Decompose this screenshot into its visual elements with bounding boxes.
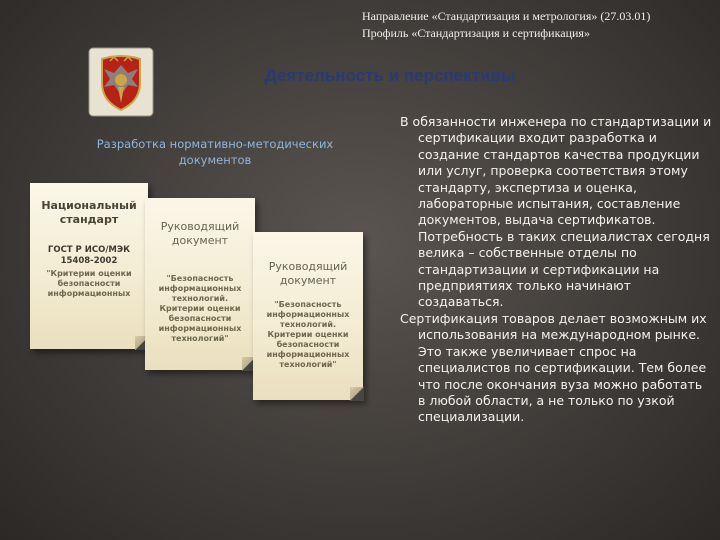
doc-code-line: 15408-2002 <box>60 256 118 266</box>
document-guidance-1 <box>145 198 255 370</box>
doc-body-line: информационных <box>158 324 242 333</box>
emblem-crest-icon <box>88 47 154 117</box>
doc-body-line: безопасности <box>57 279 121 288</box>
doc-body-line: информационных <box>47 289 131 298</box>
doc-title-line: Руководящий <box>268 260 348 273</box>
doc-body-line: информационных <box>158 284 242 293</box>
doc-title-line: документ <box>171 234 229 247</box>
doc-code-line: ГОСТ Р ИСО/МЭК <box>47 245 131 255</box>
duties-text-block <box>390 114 712 426</box>
doc-body-line: Критерии оценки <box>159 304 241 313</box>
documents-caption: Разработка нормативно-методических документов <box>96 137 334 167</box>
doc-body-line: "Безопасность <box>274 300 342 309</box>
doc-body-line: информационных <box>266 350 350 359</box>
doc-body-line: безопасности <box>276 340 340 349</box>
slide-title: Деятельность и перспективы <box>264 66 516 85</box>
doc-title-line: стандарт <box>59 213 119 226</box>
doc-body-line: технологий. <box>279 320 337 329</box>
doc-body-line: технологий. <box>171 294 229 303</box>
doc-title-line: документ <box>279 274 337 287</box>
doc-body-line: информационных <box>266 310 350 319</box>
paragraph-engineer-duties <box>390 114 712 311</box>
doc-body-line: технологий" <box>171 334 229 343</box>
header-profile-line: Профиль «Стандартизация и сертификация» <box>362 26 590 40</box>
doc-title-line: Руководящий <box>160 220 240 233</box>
header-direction-line: Направление «Стандартизация и метрология» (27.03.01) <box>362 9 651 23</box>
document-guidance-2 <box>253 232 363 400</box>
doc-body-line: "Критерии оценки <box>46 269 132 278</box>
paragraph-certification <box>390 311 712 426</box>
doc-body-line: безопасности <box>168 314 232 323</box>
doc-body-line: Критерии оценки <box>267 330 349 339</box>
document-national-standard <box>30 183 148 349</box>
doc-body-line: технологий" <box>279 360 337 369</box>
doc-title-line: Национальный <box>41 199 137 212</box>
paragraph-text: В обязанности инженера по стандартизации и сертификации входит разработка и создание стандартов качества продукции или услуг, проверка соответствия этому стандарту, экспертиза и оценка, лабораторные испытания, составление документов, выдача сертификатов. Потребность в таких специалистах сегодня велика – собственные отделы по стандартизации и сертификации на предприятиях только начинают создаваться. <box>400 114 712 310</box>
slide-header <box>362 8 712 42</box>
page-fold-icon <box>350 387 364 401</box>
paragraph-text: Сертификация товаров делает возможным их использования на международном рынке. Это также увеличивает спрос на специалистов по сертификации. Тем более что после окончания вуза можно работать в любой области, а не только по узкой специализации. <box>400 310 707 425</box>
doc-body-line: "Безопасность <box>166 274 234 283</box>
